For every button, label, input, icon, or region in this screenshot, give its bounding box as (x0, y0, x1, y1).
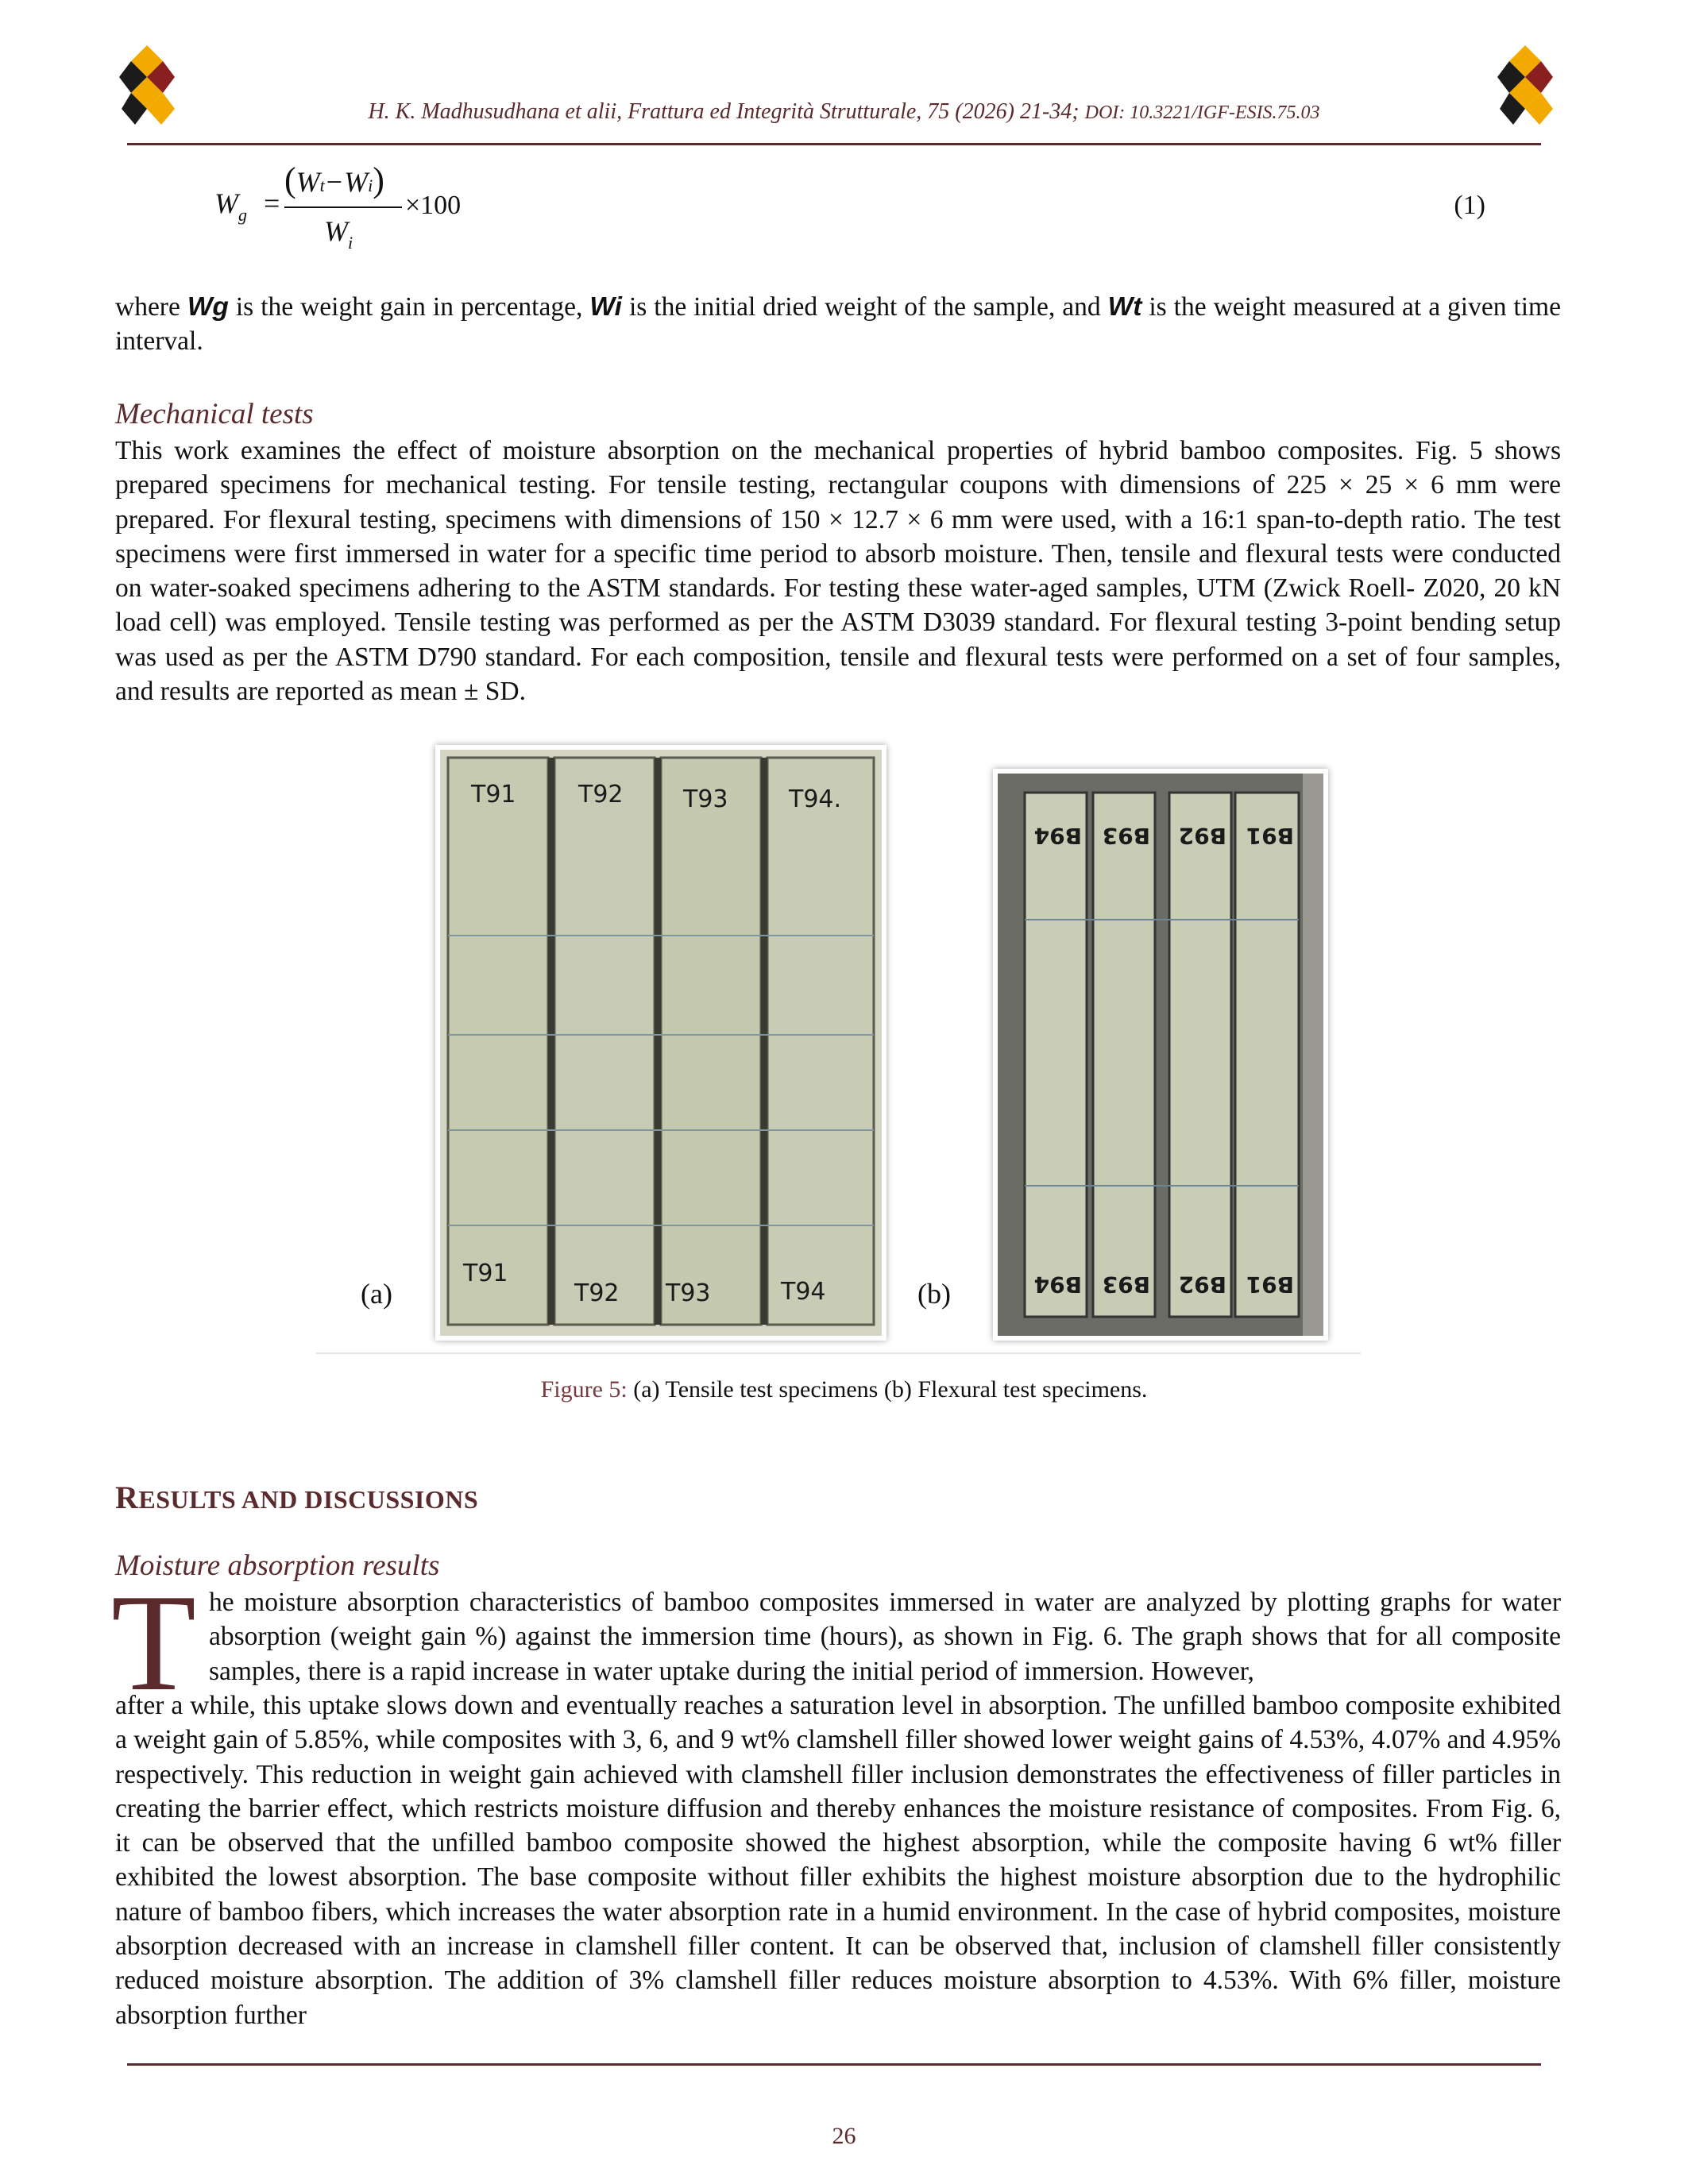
tensile-bottom-label: T91 (463, 1260, 508, 1287)
subheading-mechanical-tests: Mechanical tests (115, 398, 314, 430)
equation-number: (1) (1454, 191, 1485, 220)
flexural-specimens-photo (993, 769, 1328, 1341)
figure-rule (316, 1352, 1361, 1354)
figure-caption-label: Figure 5: (540, 1376, 628, 1403)
header-citation: H. K. Madhusudhana et alii, Frattura ed Integrità Strutturale, 75 (2026) 21-34; (368, 99, 1080, 124)
panel-label-b: (b) (917, 1278, 951, 1310)
symbol-wt: Wt (1107, 292, 1142, 322)
symbol-wi: Wi (589, 292, 622, 322)
tensile-top-label: T94. (789, 785, 842, 813)
flexural-bottom-label: B94 (1033, 1271, 1082, 1298)
flexural-bottom-label: B92 (1178, 1271, 1226, 1298)
tensile-bottom-label: T93 (666, 1279, 711, 1307)
eq-lhs: W (214, 187, 238, 219)
tensile-specimens-image (435, 745, 886, 1341)
flexural-top-label: B93 (1102, 823, 1150, 849)
tensile-top-label: T91 (471, 781, 516, 808)
flexural-bottom-label: B91 (1246, 1271, 1294, 1298)
footer-rule (127, 2063, 1541, 2066)
subheading-moisture-absorption: Moisture absorption results (115, 1549, 440, 1582)
tensile-top-label: T92 (578, 781, 624, 808)
tensile-top-label: T93 (683, 785, 728, 813)
flexural-specimens-image (993, 769, 1328, 1341)
eq-times-100: ×100 (405, 191, 462, 220)
header-doi: DOI: 10.3221/IGF-ESIS.75.03 (1084, 102, 1320, 123)
tensile-bottom-label: T92 (574, 1279, 620, 1307)
where-paragraph: where Wg is the weight gain in percentage, Wi is the initial dried weight of the sample, and Wt is the weight measured at a given time interval. (115, 292, 1561, 357)
tensile-bottom-label: T94 (781, 1278, 826, 1306)
section-heading-results: RESULTS AND DISCUSSIONS (115, 1480, 479, 1515)
panel-label-a: (a) (361, 1278, 392, 1310)
figure-caption-text: (a) Tensile test specimens (b) Flexural test specimens. (627, 1376, 1148, 1403)
flexural-top-label: B92 (1178, 823, 1226, 849)
results-paragraph: after a while, this uptake slows down and eventually reaches a saturation level in absorption. The unfilled bamboo composite exhibited a weight gain of 5.85%, while composites with 3, 6, and 9 wt% clamshell filler showed lower weight gains of 4.53%, 4.07% and 4.95% respectively. This reduction in weight gain achieved with clamshell filler inclusion demonstrates the effectiveness of filler particles in creating the barrier effect, which restricts moisture diffusion and thereby enhances the moisture resistance of composites. From Fig. 6, it can be observed that the unfilled bamboo composite showed the highest absorption, while the composite having 6 wt% filler exhibited the lowest absorption. The base composite without filler exhibits the highest moisture absorption due to the hydrophilic nature of bamboo fibers, which increases the water absorption rate in a humid environment. In the case of hybrid composites, moisture absorption decreased with an increase in clamshell filler content. It can be observed that, inclusion of clamshell filler consistently reduced moisture absorption. The addition of 3% clamshell filler reduces moisture absorption to 4.53%. With 6% filler, moisture absorption further (115, 1691, 1561, 2030)
eq-fraction-bar (284, 206, 402, 208)
equation-1 (214, 160, 1485, 258)
drop-cap: T (111, 1565, 196, 1719)
eq-denominator: $W_i$ (324, 215, 353, 253)
header-rule (127, 143, 1541, 145)
tensile-specimens-photo (435, 745, 886, 1341)
results-paragraph-lead: he moisture absorption characteristics of bamboo composites immersed in water are analyzed by plotting graphs for water absorption (weight gain %) against the immersion time (hours), as shown in Fig. 6. The graph shows that for all composite samples, there is a rapid increase in water uptake during the initial period of immersion. However, (209, 1588, 1561, 1686)
flexural-bottom-label: B93 (1102, 1271, 1150, 1298)
page-number: 26 (832, 2123, 856, 2149)
eq-numerator: (Wt−Wi) (284, 160, 384, 199)
running-header (0, 99, 1688, 125)
mechanical-tests-paragraph: This work examines the effect of moisture absorption on the mechanical properties of hybrid bamboo composites. Fig. 5 shows prepared specimens for mechanical testing. For tensile testing, rectangular coupons with dimensions of 225 × 25 × 6 mm were prepared. For flexural testing, specimens with dimensions of 150 × 12.7 × 6 mm were used, with a 16:1 span-to-depth ratio. The test specimens were first immersed in water for a specific time period to absorb moisture. Then, tensile and flexural tests were conducted on water-soaked specimens adhering to the ASTM standards. For testing these water-aged samples, UTM (Zwick Roell- Z020, 20 kN load cell) was employed. Tensile testing was performed as per the ASTM D3039 standard. For flexural testing 3-point bending setup was used as per the ASTM D790 standard. For each composition, tensile and flexural tests were performed on a set of four samples, and results are reported as mean ± SD. (115, 436, 1561, 707)
figure-caption (0, 1376, 1688, 1403)
flexural-top-label: B94 (1033, 823, 1082, 849)
eq-equals: = (264, 187, 280, 219)
eq-lhs-sub: g (238, 205, 247, 225)
symbol-wg: Wg (187, 292, 229, 322)
flexural-top-label: B91 (1246, 823, 1294, 849)
